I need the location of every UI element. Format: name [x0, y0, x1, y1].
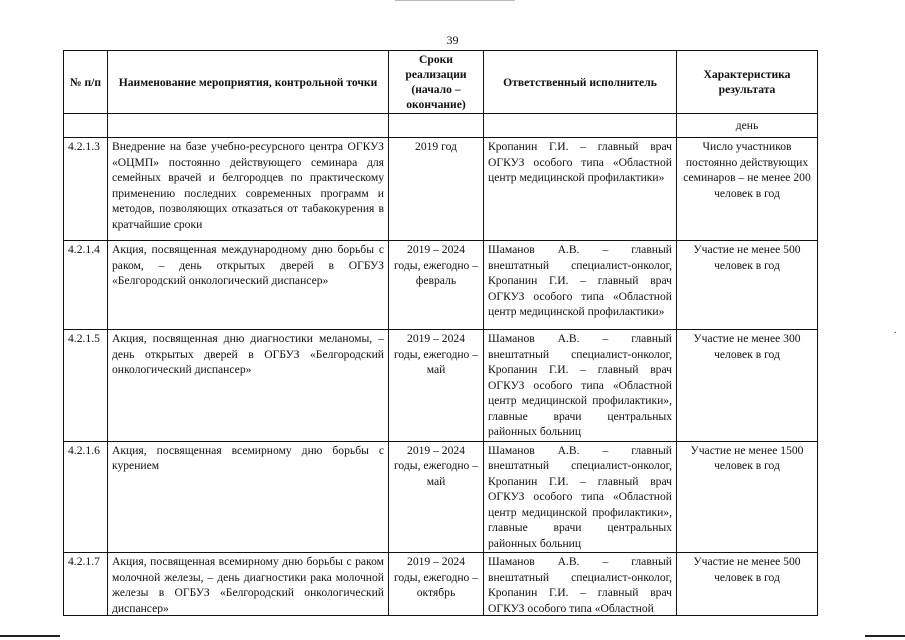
row-activity-name: Внедрение на базе учебно-ресурсного центра ОГКУЗ «ОЦМП» постоянно действующего семинара для семейных врачей и белгородцев по практическому применению последних современных программ и методов, позволяющих отказаться от табакокурения в кратчайшие сроки: [108, 138, 389, 241]
row-result: Участие не менее 1500 человек в год: [677, 441, 818, 553]
continuation-term: [389, 114, 484, 138]
activity-plan-table: [63, 50, 818, 616]
table-row: [64, 138, 818, 241]
row-result: Участие не менее 300 человек в год: [677, 330, 818, 442]
continuation-number: [64, 114, 108, 138]
table-row: [64, 441, 818, 553]
header-activity-name: Наименование мероприятия, контрольной точки: [108, 51, 389, 114]
row-activity-name: Акция, посвященная дню диагностики меланомы, – день открытых дверей в ОГБУЗ «Белгородский онкологический диспансер»: [108, 330, 389, 442]
scan-artifact-mark: ·: [893, 328, 897, 339]
row-responsible: Шаманов А.В. – главный внештатный специалист-онколог, Кропанин Г.И. – главный врач ОГКУЗ особого типа «Областной центр медицинской профилактики»: [484, 241, 677, 330]
row-result: [677, 553, 818, 616]
scan-edge-mark-top: [395, 0, 515, 1]
row-responsible: Шаманов А.В. – главный внештатный специалист-онколог, Кропанин Г.И. – главный врач ОГКУЗ особого типа «Областной центр медицинской профилактики», главные врачи центральных районных больниц: [484, 330, 677, 442]
table-header-row: [64, 51, 818, 114]
row-number: 4.2.1.3: [64, 138, 108, 241]
scan-edge-mark-bottom-right: [865, 635, 905, 637]
header-number: № п/п: [64, 51, 108, 114]
row-number: 4.2.1.6: [64, 441, 108, 553]
row-number: 4.2.1.7: [64, 553, 108, 616]
continuation-name: [108, 114, 389, 138]
row-responsible: Кропанин Г.И. – главный врач ОГКУЗ особого типа «Областной центр медицинской профилактики»: [484, 138, 677, 241]
row-term: 2019 год: [389, 138, 484, 241]
row-result-text: Участие не менее 500 человек в год: [693, 555, 801, 584]
header-responsible: Ответственный исполнитель: [484, 51, 677, 114]
row-term: 2019 – 2024 годы, ежегодно – февраль: [389, 241, 484, 330]
row-result: Участие не менее 500 человек в год: [677, 241, 818, 330]
row-activity-name: [108, 553, 389, 616]
row-activity-name: Акция, посвященная всемирному дню борьбы с курением: [108, 441, 389, 553]
row-activity-name-text: Акция, посвященная всемирному дню борьбы с раком молочной железы, – день диагностики рака молочной железы в ОГБУЗ «Белгородский онкологический диспансер»: [112, 555, 384, 614]
continuation-result: день: [677, 114, 818, 138]
row-term-text: 2019 – 2024 годы, ежегодно – октябрь: [393, 555, 479, 599]
row-responsible: [484, 553, 677, 616]
row-term: [389, 553, 484, 616]
scan-edge-mark-bottom-left: [0, 635, 60, 637]
row-number: 4.2.1.4: [64, 241, 108, 330]
continuation-responsible: [484, 114, 677, 138]
row-result: Число участников постоянно действующих семинаров – не менее 200 человек в год: [677, 138, 818, 241]
table-row: [64, 330, 818, 442]
page-number: 39: [446, 33, 459, 47]
row-term: 2019 – 2024 годы, ежегодно – май: [389, 330, 484, 442]
continuation-row: [64, 114, 818, 138]
row-responsible: Шаманов А.В. – главный внештатный специалист-онколог, Кропанин Г.И. – главный врач ОГКУЗ особого типа «Областной центр медицинской профилактики», главные врачи центральных районных больниц: [484, 441, 677, 553]
header-terms: Сроки реализации (начало – окончание): [389, 51, 484, 114]
row-term: 2019 – 2024 годы, ежегодно – май: [389, 441, 484, 553]
table-row: [64, 553, 818, 616]
header-result: Характеристика результата: [677, 51, 818, 114]
row-responsible-text: Шаманов А.В. – главный внештатный специалист-онколог, Кропанин Г.И. – главный врач ОГКУЗ особого типа «Областной: [488, 555, 672, 614]
table-row: [64, 241, 818, 330]
row-number: 4.2.1.5: [64, 330, 108, 442]
row-activity-name: Акция, посвященная международному дню борьбы с раком, – день открытых дверей в ОГБУЗ «Белгородский онкологический диспансер»: [108, 241, 389, 330]
